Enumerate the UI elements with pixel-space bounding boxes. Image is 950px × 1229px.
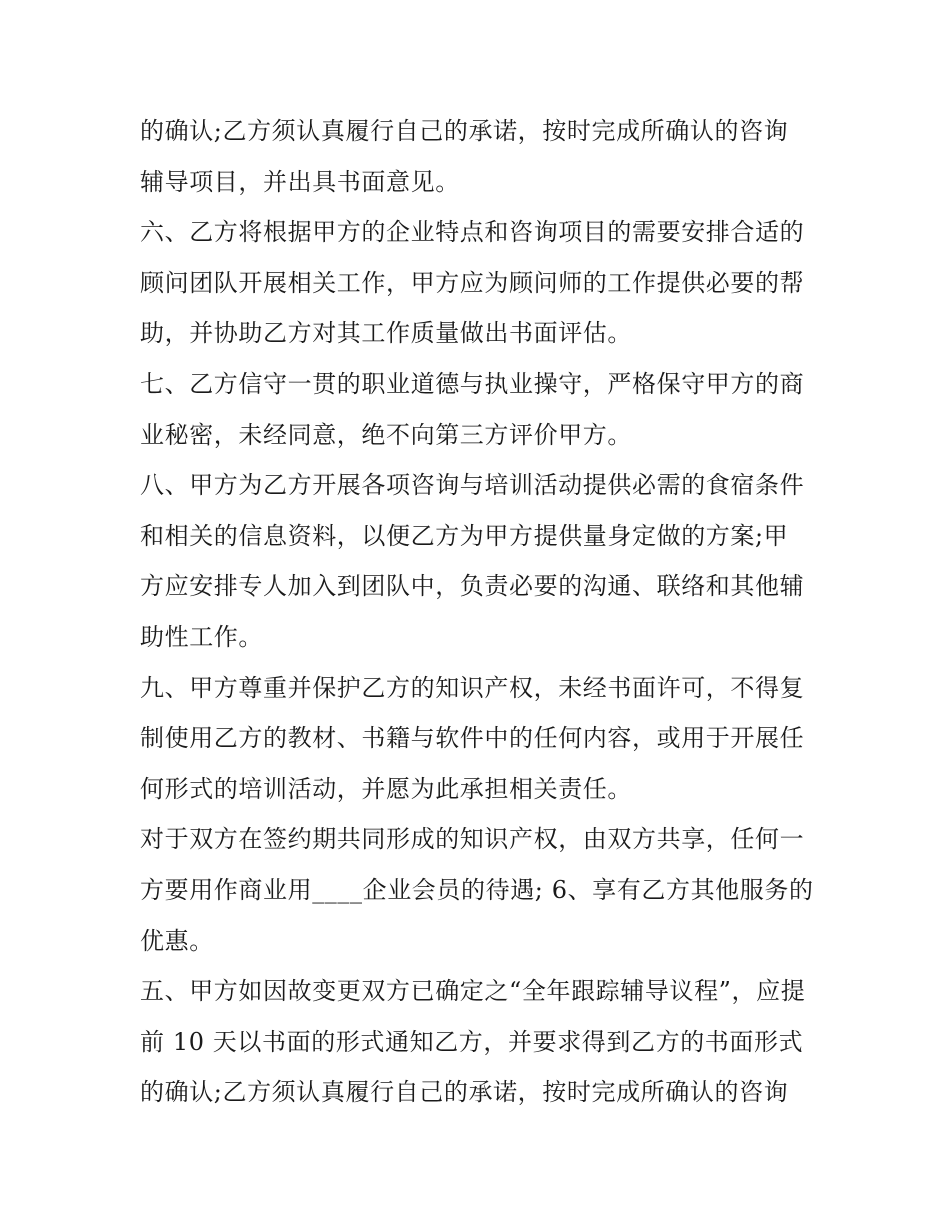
text-line: 的确认;乙方须认真履行自己的承诺，按时完成所确认的咨询 <box>140 117 789 145</box>
text-line: 顾问团队开展相关工作，甲方应为顾问师的工作提供必要的帮 <box>140 268 805 297</box>
text-line: 五、甲方如因故变更双方已确定之“全年跟踪辅导议程”，应提 <box>140 977 806 1006</box>
text-line: 对于双方在签约期共同形成的知识产权，由双方共享，任何一 <box>140 825 805 854</box>
text-line: 前 10 天以书面的形式通知乙方，并要求得到乙方的书面形式 <box>140 1027 804 1056</box>
text-line: 方要用作商业用____企业会员的待遇; 6、享有乙方其他服务的 <box>140 875 814 904</box>
text-line: 方应安排专人加入到团队中，负责必要的沟通、联络和其他辅 <box>140 572 805 601</box>
text-line: 六、乙方将根据甲方的企业特点和咨询项目的需要安排合适的 <box>140 218 805 247</box>
text-line: 助性工作。 <box>140 622 263 651</box>
text-line: 的确认;乙方须认真履行自己的承诺，按时完成所确认的咨询 <box>140 1078 789 1107</box>
text-line: 制使用乙方的教材、书籍与软件中的任何内容，或用于开展任 <box>140 724 805 753</box>
text-line: 业秘密，未经同意，绝不向第三方评价甲方。 <box>140 420 632 449</box>
text-line: 何形式的培训活动，并愿为此承担相关责任。 <box>140 774 632 803</box>
text-line: 助，并协助乙方对其工作质量做出书面评估。 <box>140 319 632 348</box>
text-line: 九、甲方尊重并保护乙方的知识产权，未经书面许可，不得复 <box>140 673 805 702</box>
text-line: 优惠。 <box>140 926 214 955</box>
text-line: 和相关的信息资料，以便乙方为甲方提供量身定做的方案;甲 <box>140 521 789 550</box>
text-line: 八、甲方为乙方开展各项咨询与培训活动提供必需的食宿条件 <box>140 471 805 500</box>
text-line: 辅导项目，并出具书面意见。 <box>140 167 460 196</box>
text-line: 七、乙方信守一贯的职业道德与执业操守，严格保守甲方的商 <box>140 369 805 398</box>
document-body <box>140 106 820 1118</box>
